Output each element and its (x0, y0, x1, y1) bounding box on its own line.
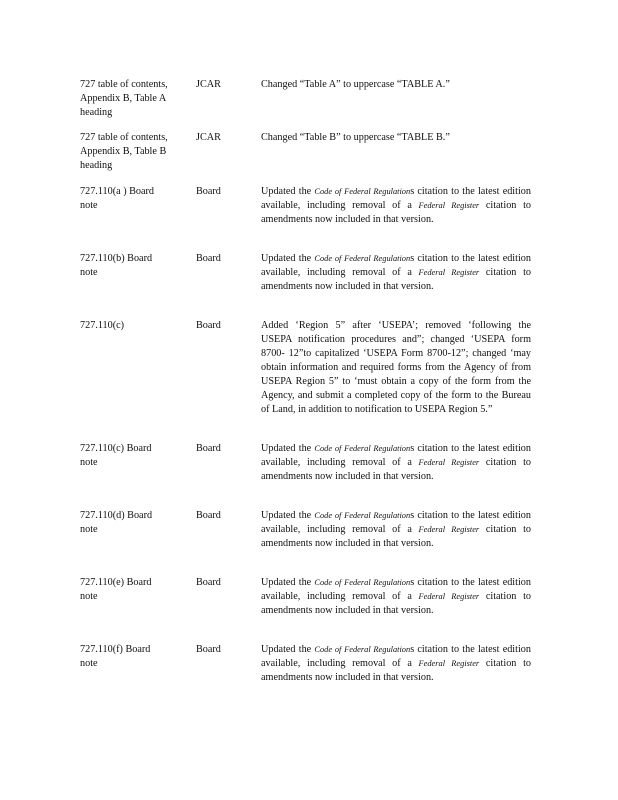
change-text: s citation to the latest edition available, including removal of a (261, 510, 531, 535)
section-line: Appendix B, Table A (80, 93, 167, 104)
change-text: citation to amendments now included in that version. (261, 267, 531, 292)
source-cell: Board (196, 510, 221, 521)
section-line: Appendix B, Table B (80, 146, 167, 157)
section-line: 727.110(a ) Board (80, 186, 155, 197)
fed-register-italic: Federal Register (418, 268, 480, 277)
section-line: note (80, 524, 98, 535)
section-cell (80, 576, 185, 604)
section-line: 727.110(e) Board (80, 577, 152, 588)
section-cell (80, 319, 185, 333)
fed-register-italic: Federal Register (418, 458, 480, 467)
section-line: note (80, 267, 98, 278)
change-text: Updated the (261, 510, 315, 521)
source-cell: Board (196, 253, 221, 264)
cfr-italic: Code of Federal Regulation (314, 444, 411, 453)
change-text: Updated the (261, 644, 315, 655)
section-line: note (80, 658, 98, 669)
section-cell (80, 252, 185, 280)
source-cell: JCAR (196, 132, 221, 143)
change-cell (261, 252, 531, 294)
change-text: s citation to the latest edition available, including removal of a (261, 186, 531, 211)
change-text: citation to amendments now included in that version. (261, 200, 531, 225)
source-cell: Board (196, 577, 221, 588)
section-line: 727 table of contents, (80, 79, 168, 90)
section-cell (80, 442, 185, 470)
fed-register-italic: Federal Register (418, 592, 480, 601)
change-text: citation to amendments now included in that version. (261, 591, 531, 616)
section-line: 727.110(c) Board (80, 443, 152, 454)
section-cell (80, 643, 185, 671)
change-cell: Added ‘Region 5” after ‘USEPA’; removed ‘following the USEPA notification procedures and”; changed ‘USEPA form 8700- 12”to capitalized ‘USEPA Form 8700-12”; changed ‘may obtain information and required forms from the Agency of from USEPA Region 5” to ‘must obtain a copy of the form from the Agency, and submit a completed copy of the form to the Bureau of Land, in addition to notification to USEPA Region 5.” (261, 320, 531, 415)
change-cell (261, 643, 531, 685)
section-line: 727.110(c) (80, 320, 125, 331)
source-cell: Board (196, 443, 221, 454)
change-text: citation to amendments now included in that version. (261, 658, 531, 683)
section-cell (80, 78, 185, 120)
source-cell: Board (196, 320, 221, 331)
change-text: s citation to the latest edition available, including removal of a (261, 443, 531, 468)
section-line: heading (80, 160, 113, 171)
section-line: heading (80, 107, 113, 118)
source-cell: JCAR (196, 79, 221, 90)
change-text: citation to amendments now included in that version. (261, 524, 531, 549)
change-text: s citation to the latest edition available, including removal of a (261, 644, 531, 669)
cfr-italic: Code of Federal Regulation (314, 578, 411, 587)
section-line: 727.110(d) Board (80, 510, 153, 521)
change-cell (261, 509, 531, 551)
fed-register-italic: Federal Register (418, 201, 480, 210)
change-cell: Changed “Table A” to uppercase “TABLE A.” (261, 79, 450, 90)
section-line: 727 table of contents, (80, 132, 168, 143)
cfr-italic: Code of Federal Regulation (314, 254, 411, 263)
source-cell: Board (196, 186, 221, 197)
source-cell: Board (196, 644, 221, 655)
change-cell: Changed “Table B” to uppercase “TABLE B.” (261, 132, 450, 143)
section-line: note (80, 457, 98, 468)
fed-register-italic: Federal Register (418, 525, 480, 534)
section-line: note (80, 591, 98, 602)
section-line: 727.110(b) Board (80, 253, 153, 264)
cfr-italic: Code of Federal Regulation (314, 187, 411, 196)
section-line: note (80, 200, 98, 211)
section-cell (80, 509, 185, 537)
change-cell (261, 576, 531, 618)
section-cell (80, 131, 185, 173)
change-text: s citation to the latest edition available, including removal of a (261, 253, 531, 278)
cfr-italic: Code of Federal Regulation (314, 645, 411, 654)
change-text: Updated the (261, 253, 315, 264)
change-cell (261, 442, 531, 484)
change-text: Updated the (261, 443, 315, 454)
change-text: Updated the (261, 577, 315, 588)
change-text: s citation to the latest edition available, including removal of a (261, 577, 531, 602)
section-line: 727.110(f) Board (80, 644, 151, 655)
change-text: Updated the (261, 186, 315, 197)
change-cell (261, 185, 531, 227)
section-cell (80, 185, 185, 213)
fed-register-italic: Federal Register (418, 659, 480, 668)
cfr-italic: Code of Federal Regulation (314, 511, 411, 520)
change-text: citation to amendments now included in that version. (261, 457, 531, 482)
